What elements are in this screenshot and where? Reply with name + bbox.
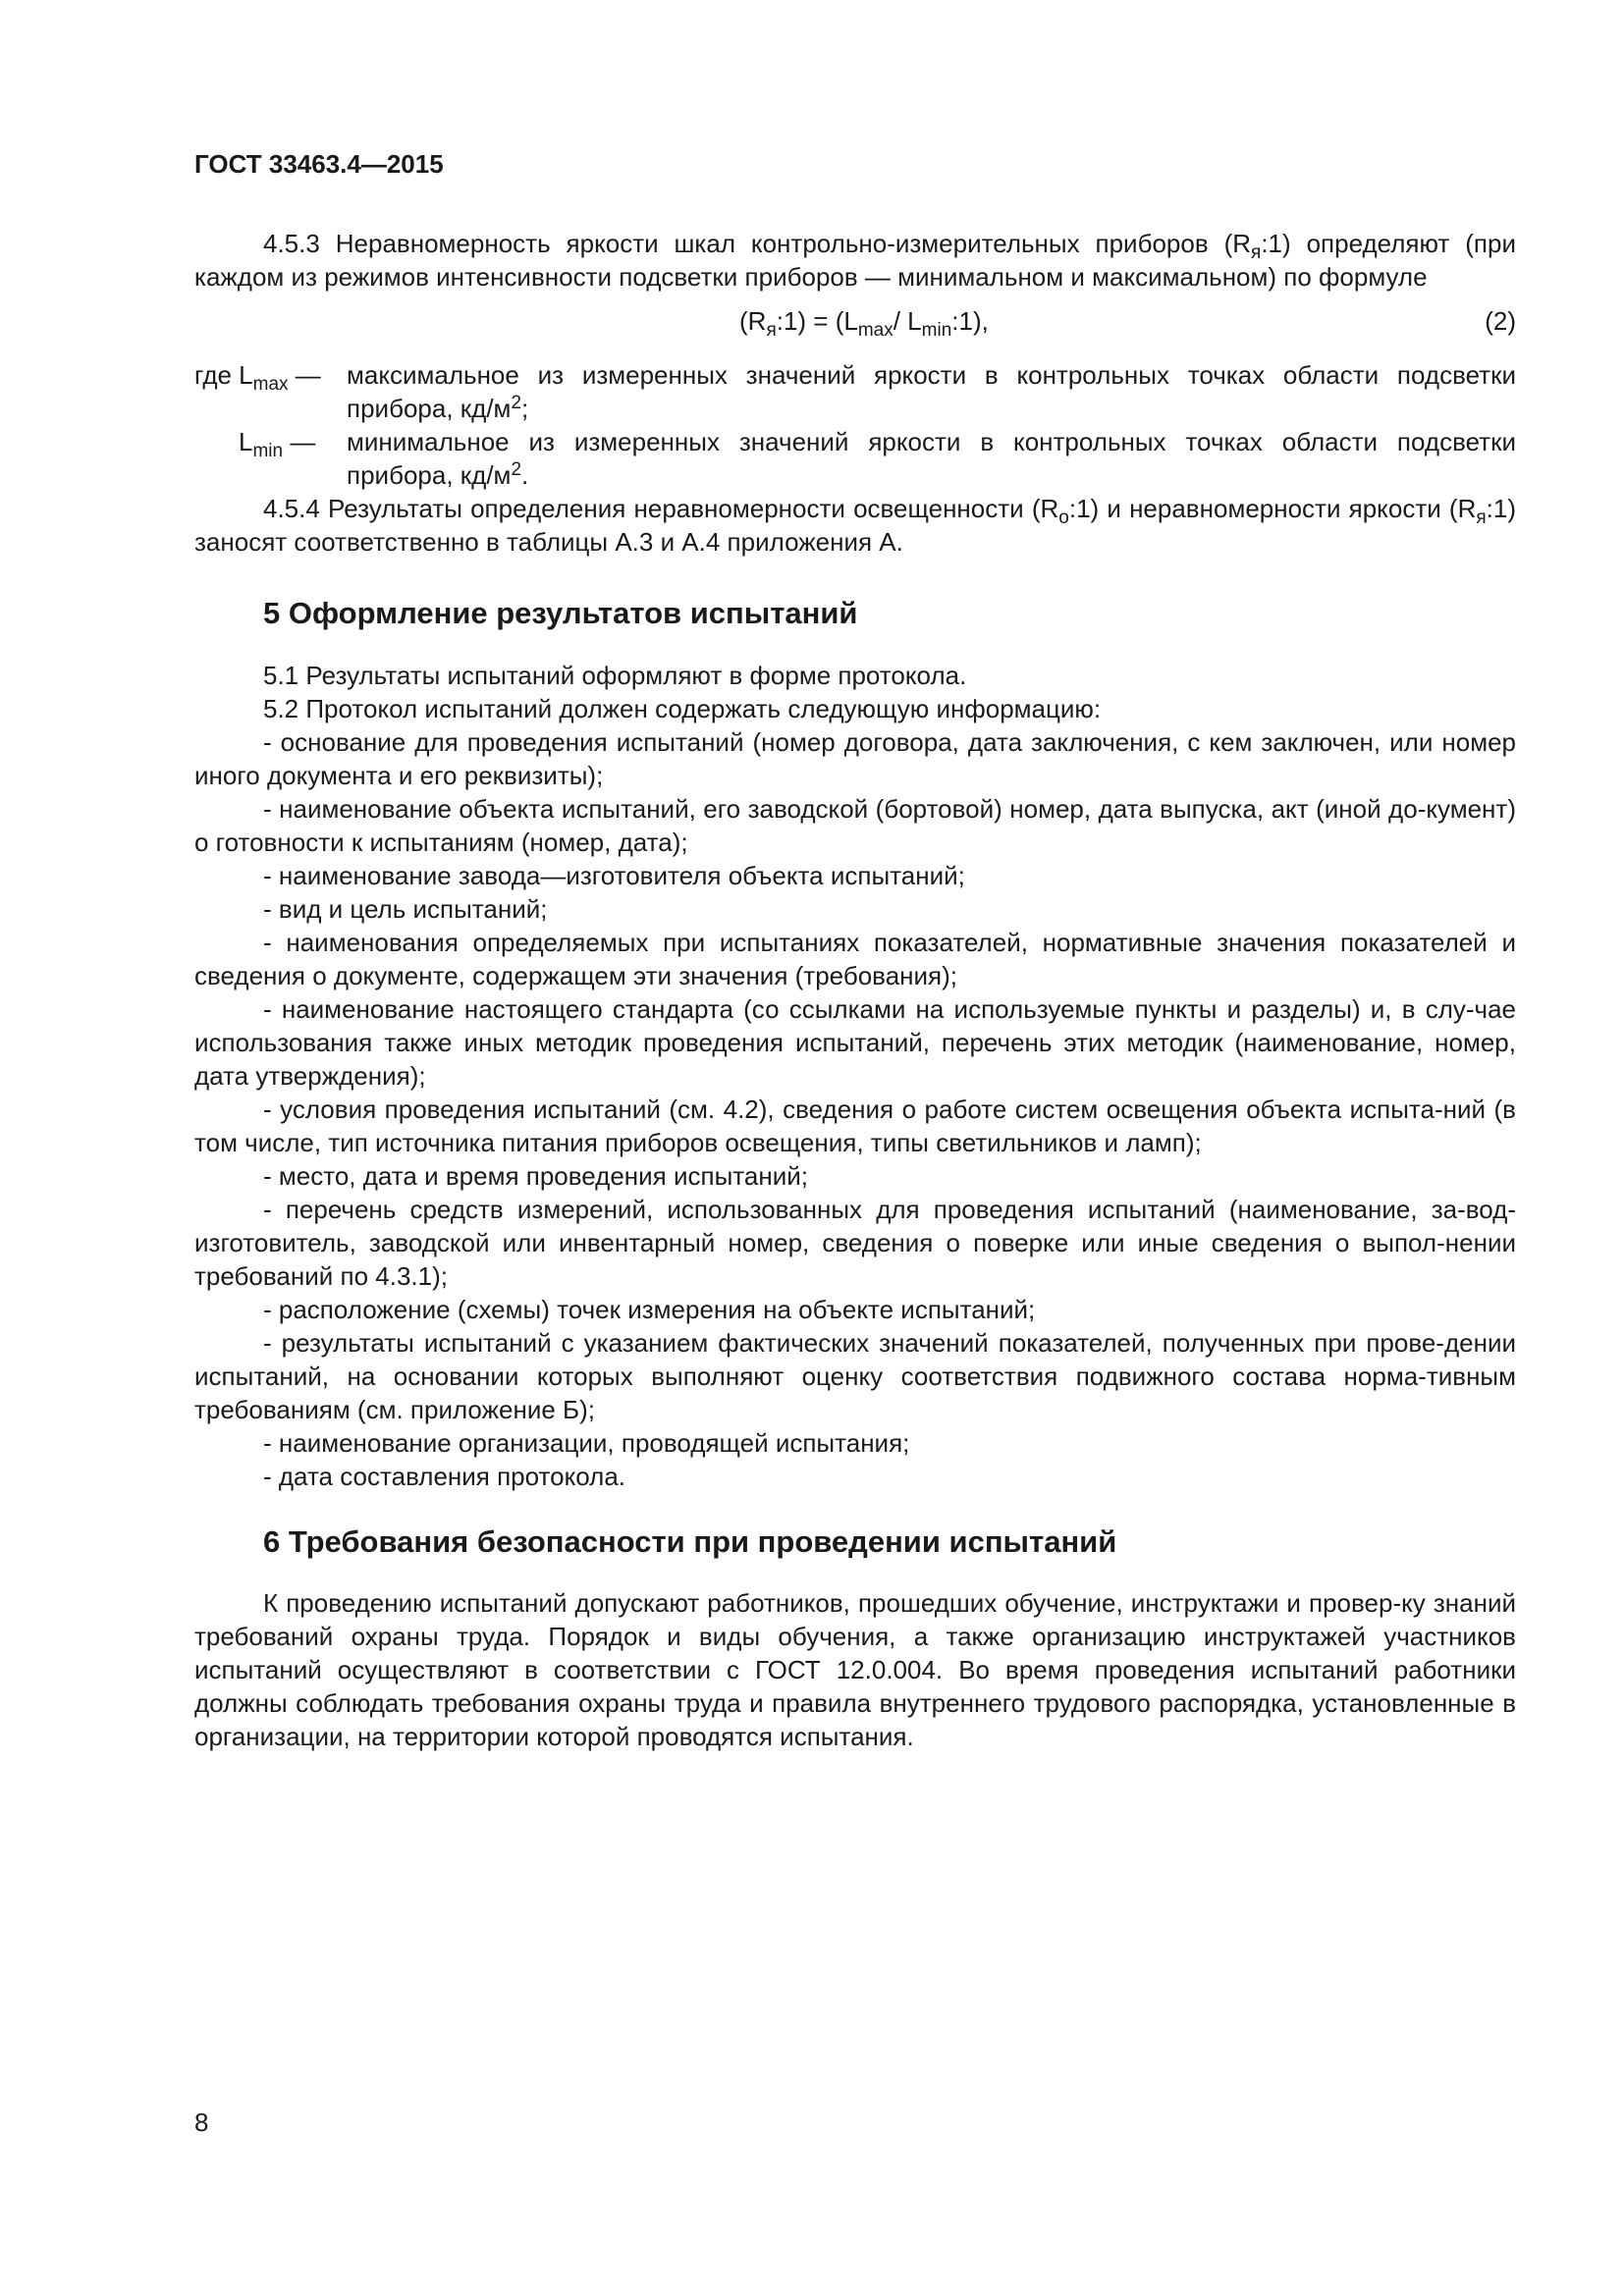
formula-2 [194, 306, 1516, 340]
clause-4-5-4: 4.5.4 Результаты определения неравномерности освещенности $(R_о:1)$ и неравномерности яркости $(R_я:1)$ заносят соответственно в таблицы А.3 и А.4 приложения А. [194, 494, 1516, 557]
formula-number: (2) [1485, 306, 1516, 336]
list-item: - условия проведения испытаний (см. 4.2), сведения о работе систем освещения объекта испыта-ний (в том числе, тип источника питания приборов освещения, типы светильников и ламп); [194, 1095, 1516, 1157]
list-item: - расположение (схемы) точек измерения на объекте испытаний; [263, 1295, 1036, 1324]
list-item: - основание для проведения испытаний (номер договора, дата заключения, с кем заключен, или номер иного документа и его реквизиты); [194, 727, 1516, 790]
formula-expression: $(R_я:1) = (L_{max}/$ $L_{min}:1$), [739, 306, 989, 341]
list-item: - наименование завода—изготовителя объекта испытаний; [263, 861, 965, 890]
where-lmax [194, 358, 1516, 425]
list-item: - место, дата и время проведения испытаний; [263, 1161, 808, 1191]
page-number: 8 [194, 2108, 209, 2137]
where-lmin [194, 425, 1516, 492]
clause-4-5-3: 4.5.3 Неравномерность яркости шкал контрольно-измерительных приборов $(R_я:1)$ определяют (при каждом из режимов интенсивности подсветки приборов — минимальном и максимальном) по формуле [194, 229, 1516, 292]
lmin-definition: минимальное из измеренных значений яркости в контрольных точках области подсветки прибора, $кд/м^2$. [347, 427, 1516, 490]
paragraph: К проведению испытаний допускают работников, прошедших обучение, инструктажи и провер-ку знаний требований охраны труда. Порядок и виды обучения, а также организацию инструктажей участников испытаний осуществляют в соответствии с ГОСТ 12.0.004. Во время проведения испытаний работники должны соблюдать требования охраны труда и правила внутреннего трудового распорядка, установленные в организации, на территории которой проводятся испытания. [194, 1588, 1516, 1751]
paragraph: 5.1 Результаты испытаний оформляют в форме протокола. [263, 661, 967, 690]
list-item: - перечень средств измерений, использованных для проведения испытаний (наименование, за-вод-изготовитель, заводской или инвентарный номер, сведения о поверке или иные сведения о выпол-нении требований по 4.3.1); [194, 1195, 1516, 1291]
lmax-term: где $L_{max}$ — [194, 360, 321, 395]
list-item: - результаты испытаний с указанием фактических значений показателей, полученных при прове-дении испытаний, на основании которых выполняют оценку соответствия подвижного состава норма-тивным требованиям (см. приложение Б); [194, 1328, 1516, 1424]
list-item: - наименование организации, проводящей испытания; [263, 1428, 910, 1458]
list-item: - вид и цель испытаний; [263, 894, 548, 924]
list-item: - наименование настоящего стандарта (со ссылками на используемые пункты и разделы) и, в слу-чае использования также иных методик проведения испытаний, перечень этих методик (наименование, номер, дата утверждения); [194, 994, 1516, 1091]
lmin-term: $L_{min}$ — [239, 427, 316, 461]
section-6-body [194, 1586, 1516, 1753]
section-6-heading: 6 Требования безопасности при проведении испытаний [263, 1524, 1117, 1559]
paragraph: 5.2 Протокол испытаний должен содержать следующую информацию: [263, 694, 1102, 723]
list-item: - наименования определяемых при испытаниях показателей, нормативные значения показателей и сведения о документе, содержащем эти значения (требования); [194, 928, 1516, 990]
list-item: - наименование объекта испытаний, его заводской (бортовой) номер, дата выпуска, акт (иной до-кумент) о готовности к испытаниям (номер, дата); [194, 794, 1516, 857]
lmax-definition: максимальное из измеренных значений яркости в контрольных точках области подсветки прибора, $кд/м^2$; [347, 360, 1516, 423]
section-5-heading: 5 Оформление результатов испытаний [263, 596, 858, 630]
list-item: - дата составления протокола. [263, 1462, 626, 1491]
document-id-header: ГОСТ 33463.4—2015 [194, 149, 444, 179]
section-5-body [194, 659, 1516, 1493]
